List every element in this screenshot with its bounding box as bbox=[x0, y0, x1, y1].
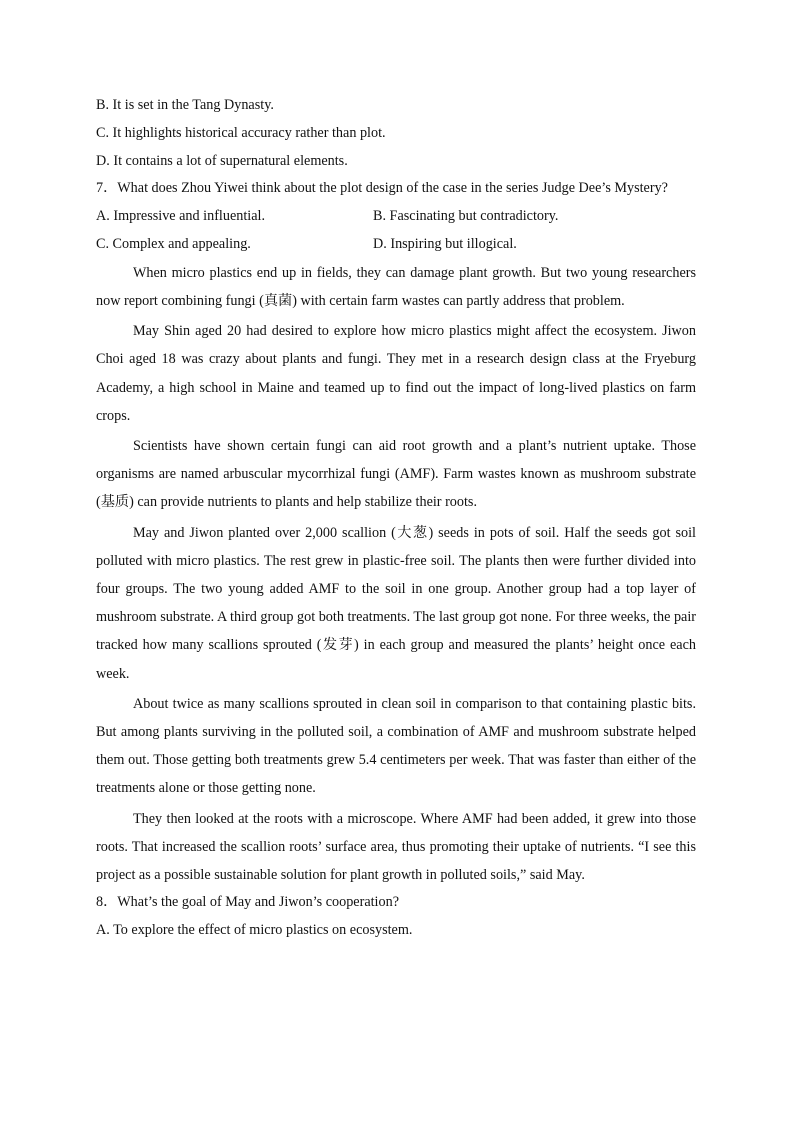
passage-paragraph-4: May and Jiwon planted over 2,000 scallion (大葱) seeds in pots of soil. Half the seeds got soil polluted with micro plastics. The rest grew in plastic-free soil. The plants then were further divided into four groups. The two young added AMF to the soil in one group. Another group had a top layer of mushroom substrate. A third group got both treatments. The last group got none. For three weeks, the pair tracked how many scallions sprouted (发芽) in each group and measured the plants’ height once each week. bbox=[96, 524, 696, 682]
q7-options-row-1 bbox=[96, 203, 696, 231]
q6-option-b: B. It is set in the Tang Dynasty. bbox=[96, 97, 274, 113]
q7-option-a: A. Impressive and influential. bbox=[96, 208, 266, 225]
q7-stem: 7．What does Zhou Yiwei think about the plot design of the case in the series Judge Dee’s Mystery? bbox=[96, 180, 668, 197]
passage-paragraph-2: May Shin aged 20 had desired to explore how micro plastics might affect the ecosystem. Jiwon Choi aged 18 was crazy about plants and fungi. They met in a research design class at the Fryeburg Academy, a high school in Maine and teamed up to find out the impact of long-lived plastics on farm crops. bbox=[96, 323, 696, 424]
passage-paragraph-5: About twice as many scallions sprouted in clean soil in comparison to that containing plastic bits. But among plants surviving in the polluted soil, a combination of AMF and mushroom substrate helped them out. Those getting both treatments grew 5.4 centimeters per week. That was faster than either of the treatments alone or those getting none. bbox=[96, 695, 696, 797]
q7-option-c: C. Complex and appealing. bbox=[96, 235, 251, 252]
q7-option-d: D. Inspiring but illogical. bbox=[373, 235, 517, 252]
q8-stem: 8．What’s the goal of May and Jiwon’s cooperation? bbox=[96, 894, 399, 911]
passage-paragraph-3: Scientists have shown certain fungi can aid root growth and a plant’s nutrient uptake. Those organisms are named arbuscular mycorrhizal fungi (AMF). Farm wastes known as mushroom substrate (基质) can provide nutrients to plants and help stabilize their roots. bbox=[96, 438, 696, 511]
document-page bbox=[96, 92, 696, 945]
q7-option-b: B. Fascinating but contradictory. bbox=[373, 208, 559, 225]
passage-paragraph-6: They then looked at the roots with a microscope. Where AMF had been added, it grew into those roots. That increased the scallion roots’ surface area, thus promoting their uptake of nutrients. “I see this project as a possible sustainable solution for plant growth in polluted soils,” said May. bbox=[96, 810, 696, 884]
passage-paragraph-1: When micro plastics end up in fields, they can damage plant growth. But two young researchers now report combining fungi (真菌) with certain farm wastes can partly address that problem. bbox=[96, 264, 696, 309]
q6-option-d: D. It contains a lot of supernatural elements. bbox=[96, 152, 348, 169]
q6-option-c: C. It highlights historical accuracy rather than plot. bbox=[96, 124, 386, 141]
q8-option-a: A. To explore the effect of micro plastics on ecosystem. bbox=[96, 922, 413, 939]
q7-options-row-2 bbox=[96, 231, 696, 259]
